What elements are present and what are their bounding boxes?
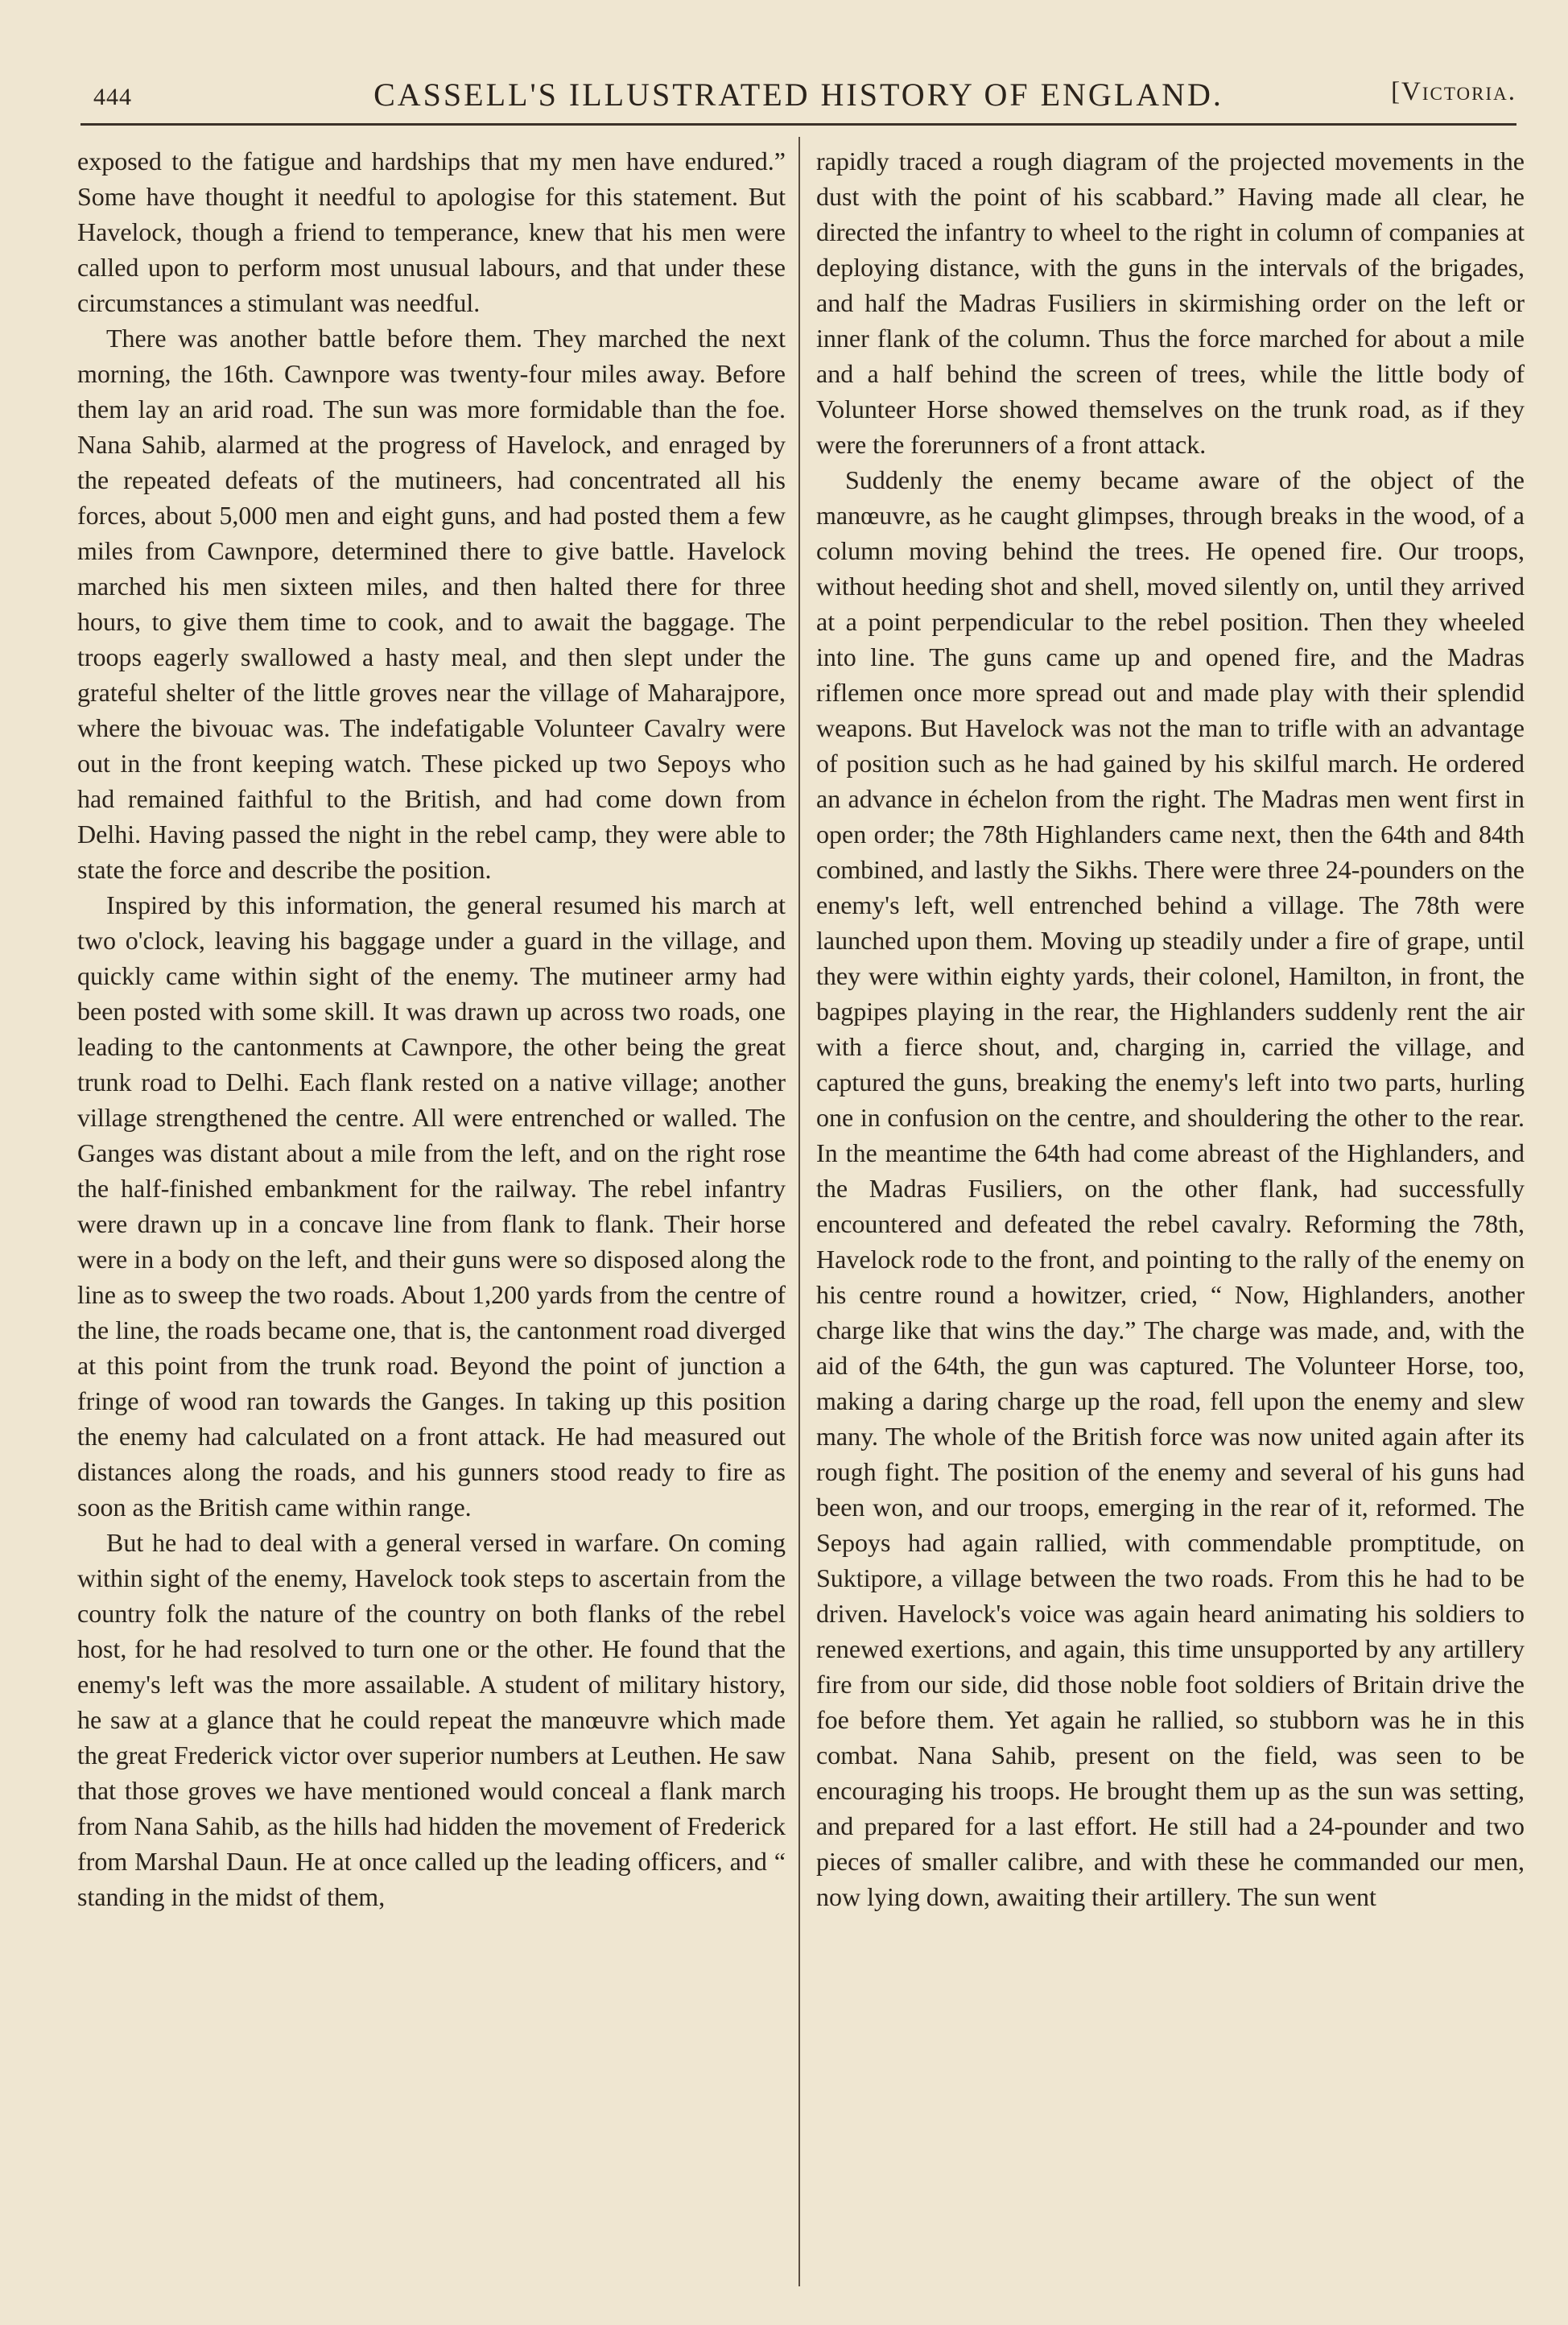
body-paragraph: Suddenly the enemy became aware of the object of the manœuvre, as he caught glimpses, through breaks in the wood, of a column moving behind the trees. He opened fire. Our troops, without heeding shot and shell, moved silently on, until they arrived at a point perpendicular to the rebel position. Then they wheeled into line. The guns came up and opened fire, and the Madras riflemen once more spread out and made play with their splendid weapons. But Havelock was not the man to trifle with an advantage of position such as he had gained by his skilful march. He ordered an advance in échelon from the right. The Madras men went first in open order; the 78th Highlanders came next, then the 64th and 84th combined, and lastly the Sikhs. There were three 24-pounders on the enemy's left, well entrenched behind a village. The 78th were launched upon them. Moving up steadily under a fire of grape, until they were within eighty yards, their colonel, Hamilton, in front, the bagpipes playing in the rear, the Highlanders suddenly rent the air with a fierce shout, and, charging in, carried the village, and captured the guns, breaking the enemy's left into two parts, hurling one in confusion on the centre, and shouldering the other to the rear. In the meantime the 64th had come abreast of the Highlanders, and the Madras Fusiliers, on the other flank, had successfully encountered and defeated the rebel cavalry. Reforming the 78th, Havelock rode to the front, and pointing to the rally of the enemy on his centre round a howitzer, cried, “ Now, Highlanders, another charge like that wins the day.” The charge was made, and, with the aid of the 64th, the gun was captured. The Volunteer Horse, too, making a daring charge up the road, fell upon the enemy and slew many. The whole of the British force was now united again after its rough fight. The position of the enemy and several of his guns had been won, and our troops, emerging in the rear of it, reformed. The Sepoys had again rallied, with commendable promptitude, on Suktipore, a village between the two roads. From this he had to be driven. Havelock's voice was again heard animating his soldiers to renewed exertions, and again, this time unsupported by any artillery fire from our side, did those noble foot soldiers of Britain drive the foe before them. Yet again he rallied, so stubborn was he in this combat. Nana Sahib, present on the field, was seen to be encouraging his troops. He brought them up as the sun was setting, and prepared for a last effort. He still had a 24-pounder and two pieces of smaller calibre, and with these he commanded our men, now lying down, awaiting their artillery. The sun went xyxy=(816,465,1525,1911)
page-number: 444 xyxy=(93,84,132,110)
page-header xyxy=(80,69,1516,118)
body-paragraph: Inspired by this information, the general resumed his march at two o'clock, leaving his baggage under a guard in the village, and quickly came within sight of the enemy. The mutineer army had been posted with some skill. It was drawn up across two roads, one leading to the cantonments at Cawnpore, the other being the great trunk road to Delhi. Each flank rested on a native village; another village strengthened the centre. All were entrenched or walled. The Ganges was distant about a mile from the left, and on the right rose the half-finished embankment for the railway. The rebel infantry were drawn up in a concave line from flank to flank. Their horse were in a body on the left, and their guns were so disposed along the line as to sweep the two roads. About 1,200 yards from the centre of the line, the roads became one, that is, the cantonment road diverged at this point from the trunk road. Beyond the point of junction a fringe of wood ran towards the Ganges. In taking up this position the enemy had calculated on a front attack. He had measured out distances along the roads, and his gunners stood ready to fire as soon as the British came within range. xyxy=(77,890,786,1522)
section-label: [Victoria. xyxy=(1391,77,1516,106)
right-column xyxy=(816,143,1525,1914)
body-paragraph: But he had to deal with a general versed in warfare. On coming within sight of the enemy, Havelock took steps to ascertain from the country folk the nature of the country on both flanks of the rebel host, for he had resolved to turn one or the other. He found that the enemy's left was the more assailable. A student of military history, he saw at a glance that he could repeat the manœuvre which made the great Frederick victor over superior numbers at Leuthen. He saw that those groves we have mentioned would conceal a flank march from Nana Sahib, as the hills had hidden the movement of Frederick from Marshal Daun. He at once called up the leading officers, and “ standing in the midst of them, xyxy=(77,1528,786,1911)
running-title: CASSELL'S ILLUSTRATED HISTORY OF ENGLAND. xyxy=(373,76,1223,113)
body-paragraph: exposed to the fatigue and hardships that my men have endured.” Some have thought it needful to apologise for this statement. But Havelock, though a friend to temperance, knew that his men were called upon to perform most unusual labours, and that under these circumstances a stimulant was needful. xyxy=(77,147,786,317)
body-paragraph: There was another battle before them. They marched the next morning, the 16th. Cawnpore was twenty-four miles away. Before them lay an arid road. The sun was more formidable than the foe. Nana Sahib, alarmed at the progress of Havelock, and enraged by the repeated defeats of the mutineers, had concentrated all his forces, about 5,000 men and eight guns, and had posted them a few miles from Cawnpore, determined there to give battle. Havelock marched his men sixteen miles, and then halted there for three hours, to give them time to cook, and to await the baggage. The troops eagerly swallowed a hasty meal, and then slept under the grateful shelter of the little groves near the village of Maharajpore, where the bivouac was. The indefatigable Volunteer Cavalry were out in the front keeping watch. These picked up two Sepoys who had remained faithful to the British, and had come down from Delhi. Having passed the night in the rebel camp, they were able to state the force and describe the position. xyxy=(77,324,786,884)
left-column xyxy=(77,143,786,1914)
column-divider xyxy=(798,137,800,2286)
header-rule xyxy=(80,123,1516,126)
body-paragraph: rapidly traced a rough diagram of the projected movements in the dust with the point of his scabbard.” Having made all clear, he directed the infantry to wheel to the right in column of companies at deploying distance, with the guns in the intervals of the brigades, and half the Madras Fusiliers in skirmishing order on the left or inner flank of the column. Thus the force marched for about a mile and a half behind the screen of trees, while the little body of Volunteer Horse showed themselves on the trunk road, as if they were the forerunners of a front attack. xyxy=(816,147,1525,459)
